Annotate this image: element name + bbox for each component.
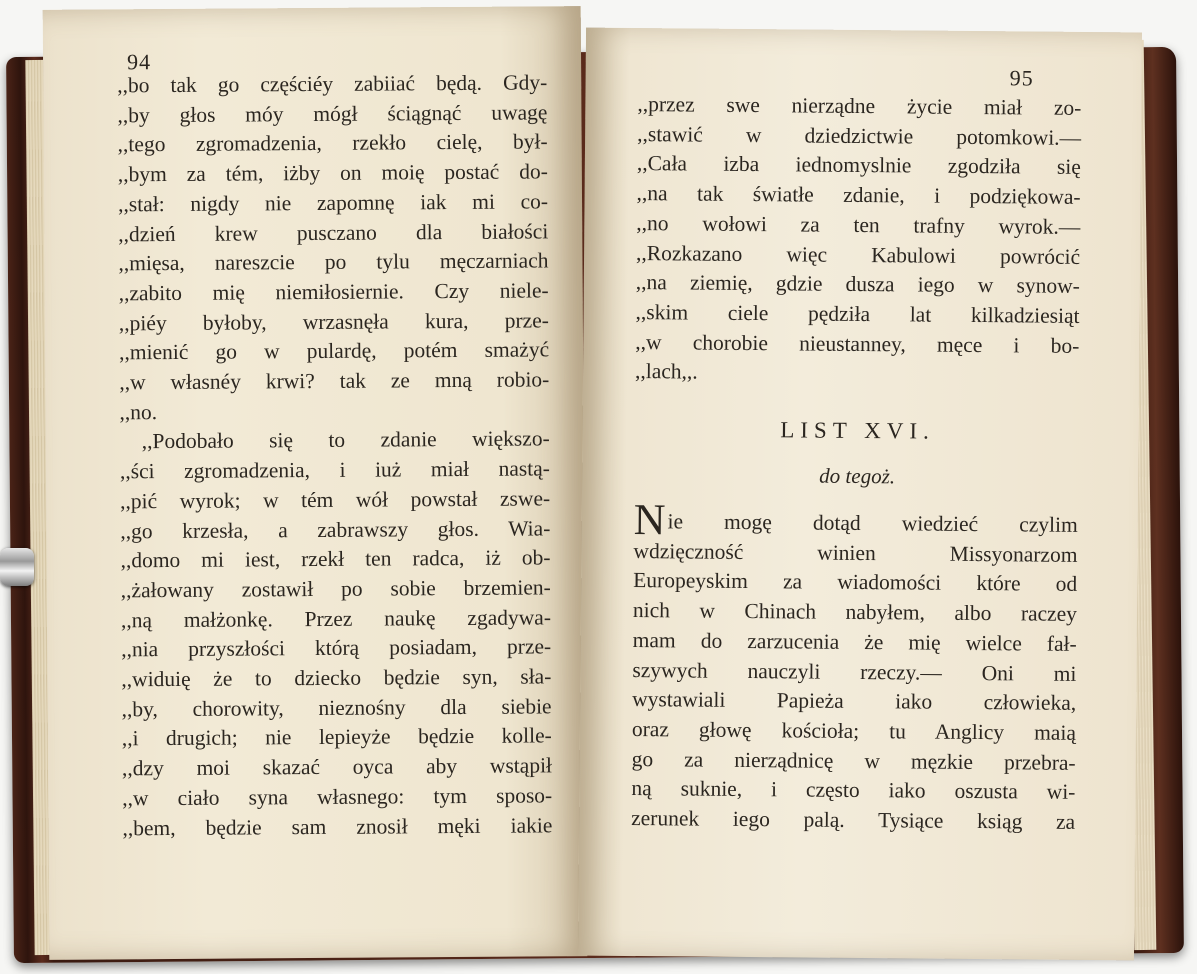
paragraph-start-line: ,,Podobało się to zdanie większo-	[141, 426, 550, 454]
text-line: ,,go krzesła, a zabrawszy głos. Wia-	[120, 515, 551, 543]
text-line: zerunek iego palą. Tysiące ksiąg za	[631, 806, 1076, 834]
text-line: ,,dzy moi skazać oyca aby wstąpił	[121, 753, 553, 781]
text-line: ,,by głos móy mógł ściągnąć uwagę	[117, 100, 548, 128]
text-line: oraz głowę kościoła; tu Anglicy maią	[631, 716, 1077, 745]
text-line: ,,i drugich; nie lepieyże będzie kolle-	[121, 723, 552, 751]
text-line: ,,mienić go w pulardę, potém smażyć	[119, 337, 550, 365]
right-page-lower-text	[631, 495, 1078, 838]
first-line-rest: ie mogę dotąd wiedzieć czylim	[667, 509, 1078, 537]
text-line: ,,piéy byłoby, wrzasnęła kura, prze-	[118, 307, 549, 335]
drop-cap: N	[633, 495, 666, 545]
text-line: ,,pić wyrok; w tém wół powstał zswe-	[120, 486, 551, 514]
text-line: go za nierządnicę w męzkie przebra-	[631, 746, 1076, 775]
letter-subheading: do tegoż.	[819, 463, 896, 489]
text-line: ,,lach,,.	[634, 359, 698, 384]
text-line: szywych nauczyli rzeczy.— Oni mi	[632, 657, 1077, 686]
text-line: ,,widuię że to dziecko będzie syn, sła-	[121, 664, 552, 692]
text-line: ,,bo tak go częściéy zabiiać będą. Gdy-	[117, 70, 548, 98]
text-line: ,,by, chorowity, nieznośny dla siebie	[121, 694, 552, 722]
text-line: ,,ści zgromadzenia, i iuż miał nastą-	[119, 456, 550, 484]
text-line: ,,w własnéy krwi? tak ze mną robio-	[119, 367, 550, 395]
right-page	[578, 28, 1142, 961]
text-line: ,,przez swe nierządne życie miał zo-	[637, 92, 1082, 120]
text-line: ,,no.	[119, 399, 158, 425]
letter-heading: LIST XVI.	[780, 417, 935, 444]
text-line: nich w Chinach nabyłem, albo raczey	[632, 598, 1078, 627]
right-page-number: 95	[1009, 65, 1034, 91]
text-line: ,,nia przyszłości którą posiadam, prze-	[121, 634, 552, 662]
text-line: wdzięczność winien Missyonarzom	[633, 538, 1078, 567]
text-line: ,,mięsa, nareszcie po tylu męczarniach	[118, 248, 549, 276]
left-page-number: 94	[126, 49, 152, 75]
text-line: Europeyskim za wiadomości które od	[633, 568, 1078, 597]
text-line: ,,bym za tém, iżby on moię postać do-	[117, 159, 548, 187]
text-line: ,,w ciało syna własnego: tym sposo-	[122, 783, 553, 811]
text-line: ,,tego zgromadzenia, rzekło cielę, był-	[117, 129, 548, 157]
text-line: wystawiali Papieża iako człowieka,	[632, 687, 1077, 716]
text-line: ,,Rozkazano więc Kabulowi powrócić	[635, 240, 1081, 269]
text-line: ,,w chorobie nieustanney, męce i bo-	[635, 329, 1080, 358]
left-page-text	[117, 68, 552, 843]
text-line: ,,na ziemię, gdzie dusza iego w synow-	[635, 270, 1080, 299]
metal-clasp	[0, 548, 34, 586]
left-page	[43, 6, 588, 960]
text-line: ,,Cała izba iednomyslnie zgodziła się	[636, 151, 1081, 180]
first-line	[633, 495, 1078, 545]
text-line: ną suknie, i często iako oszusta wi-	[631, 776, 1076, 805]
text-line: ,,na tak światłe zdanie, i podziękowa-	[636, 181, 1081, 210]
text-line: ,,domo mi iest, rzekł ten radca, iż ob-	[120, 545, 551, 573]
text-line: ,,skim ciele pędziła lat kilkadziesiąt	[635, 299, 1080, 328]
text-line: ,,stawić w dziedzictwie potomkowi.—	[637, 121, 1082, 150]
text-line: ,,stał: nigdy nie zapomnę iak mi co-	[117, 189, 549, 217]
text-line: ,,żałowany zostawił po sobie brzemien-	[120, 575, 551, 603]
text-line: ,,zabito mię niemiłosiernie. Czy niele-	[118, 278, 549, 306]
text-line: mam do zarzucenia że mię wielce fał-	[632, 627, 1077, 656]
text-line: ,,ną małżonkę. Przez naukę zgadywa-	[120, 605, 552, 633]
text-line: ,,no wołowi za ten trafny wyrok.—	[636, 210, 1081, 239]
text-line: ,,dzień krew pusczano dla białości	[118, 218, 549, 246]
right-page-upper-text	[635, 90, 1082, 391]
text-line: ,,bem, będzie sam znosił męki iakie	[122, 812, 553, 840]
